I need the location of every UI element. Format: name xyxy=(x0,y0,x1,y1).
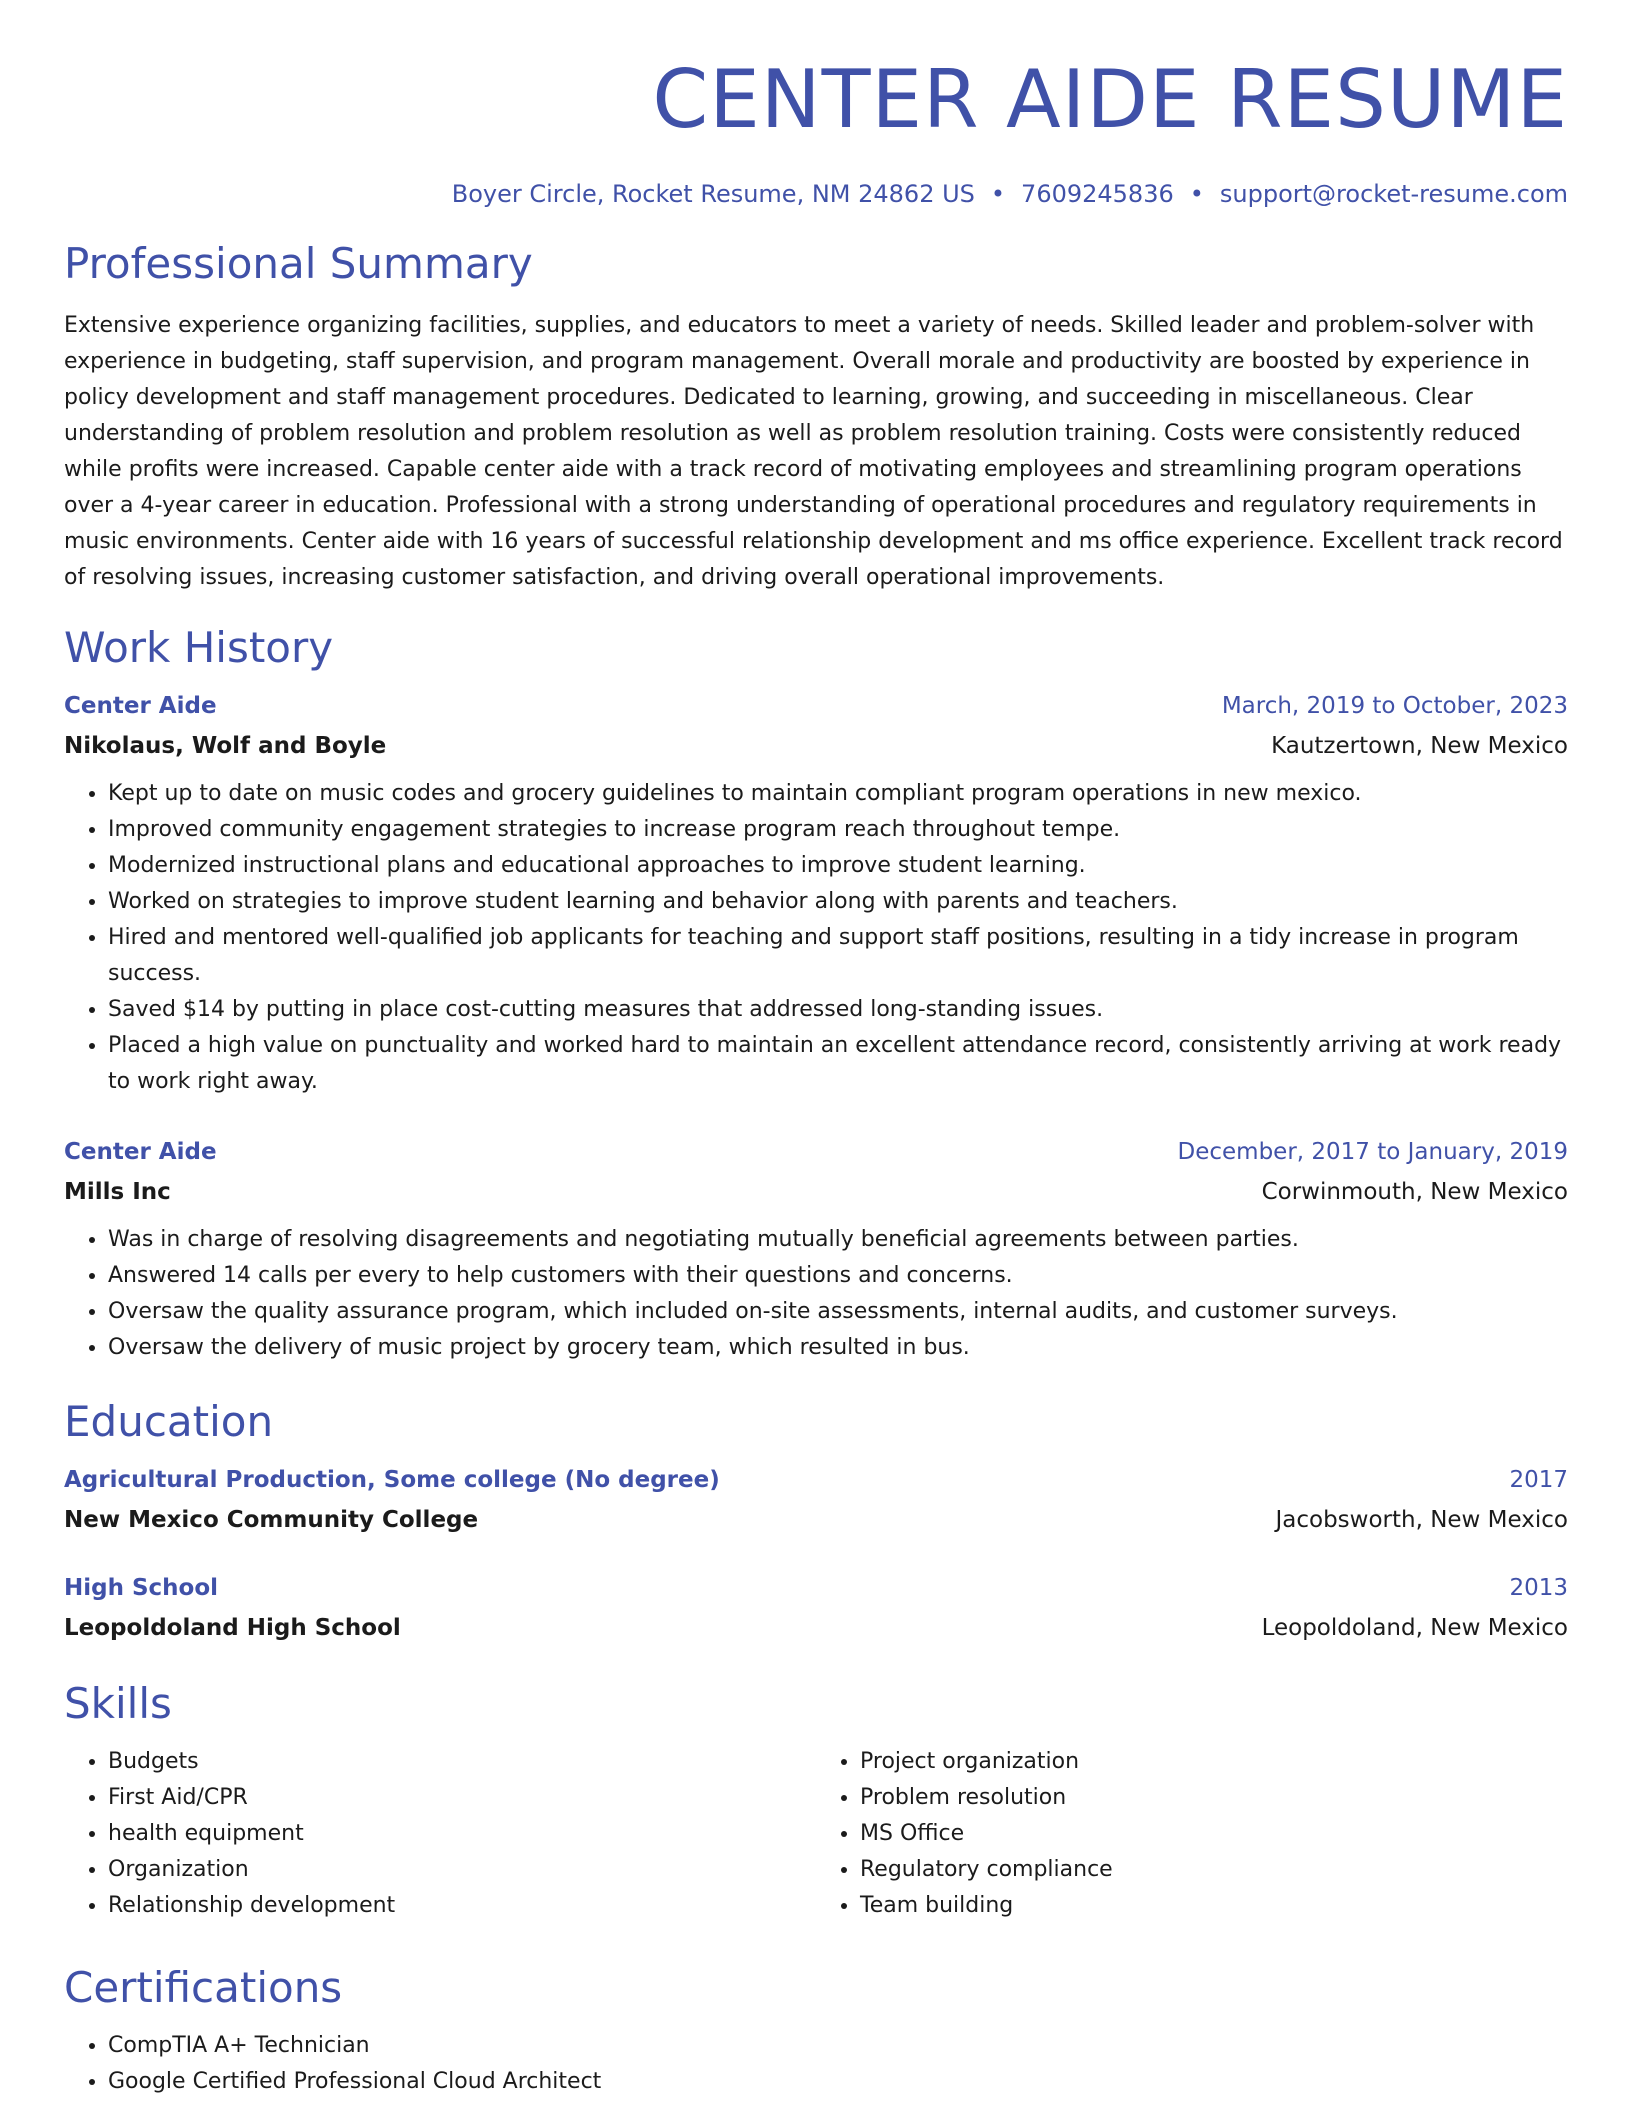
skills-section xyxy=(64,1678,1568,1924)
education-location: Jacobsworth, New Mexico xyxy=(1275,1507,1568,1533)
skill-item: • Budgets xyxy=(108,1744,816,1780)
list-item: • Hired and mentored well-qualified job applicants for teaching and support staff positions, resulting in a tidy increase in program success. xyxy=(108,920,1568,992)
list-item: • Improved community engagement strategies to increase program reach throughout tempe. xyxy=(108,812,1568,848)
education-entry xyxy=(64,1460,1568,1540)
contact-phone: 7609245836 xyxy=(1021,180,1174,208)
education-school: New Mexico Community College xyxy=(64,1507,479,1533)
skill-item: • Project organization xyxy=(860,1744,1568,1780)
section-title-summary: Professional Summary xyxy=(64,239,533,288)
list-item: • Kept up to date on music codes and grocery guidelines to maintain compliant program operations in new mexico. xyxy=(108,776,1568,812)
job-location: Kautzertown, New Mexico xyxy=(1271,733,1568,759)
contact-email: support@rocket-resume.com xyxy=(1219,180,1568,208)
skill-item: • Regulatory compliance xyxy=(860,1852,1568,1888)
job-role: Center Aide xyxy=(64,693,217,719)
skill-item: • MS Office xyxy=(860,1816,1568,1852)
resume-title: CENTER AIDE RESUME xyxy=(652,53,1568,146)
job-entry xyxy=(64,686,1568,1100)
education-entry xyxy=(64,1568,1568,1648)
skill-item: • Organization xyxy=(108,1852,816,1888)
resume-header xyxy=(64,0,1568,210)
contact-address: Boyer Circle, Rocket Resume, NM 24862 US xyxy=(451,180,975,208)
work-history-section xyxy=(64,622,1568,1366)
education-location: Leopoldoland, New Mexico xyxy=(1261,1615,1568,1641)
certifications-list xyxy=(64,2028,1568,2100)
education-degree: Agricultural Production, Some college (No degree) xyxy=(64,1467,720,1493)
skills-column-left xyxy=(64,1744,816,1924)
skill-item: • Problem resolution xyxy=(860,1780,1568,1816)
section-title-education: Education xyxy=(64,1397,274,1446)
skills-grid xyxy=(64,1744,1568,1924)
job-dates: December, 2017 to January, 2019 xyxy=(1177,1139,1568,1165)
section-title-skills: Skills xyxy=(64,1679,172,1728)
job-company: Nikolaus, Wolf and Boyle xyxy=(64,733,387,759)
skills-column-right xyxy=(816,1744,1568,1924)
summary-section xyxy=(64,238,1568,596)
education-section xyxy=(64,1396,1568,1648)
list-item: • Placed a high value on punctuality and worked hard to maintain an excellent attendance record, consistently arriving at work ready to work right away. xyxy=(108,1028,1568,1100)
list-item: • Modernized instructional plans and educational approaches to improve student learning. xyxy=(108,848,1568,884)
certifications-section xyxy=(64,1962,1568,2100)
certification-item: • CompTIA A+ Technician xyxy=(108,2028,1568,2064)
skill-item: • Team building xyxy=(860,1888,1568,1924)
job-entry xyxy=(64,1132,1568,1366)
skill-item: • Relationship development xyxy=(108,1888,816,1924)
job-dates: March, 2019 to October, 2023 xyxy=(1221,693,1568,719)
job-bullets xyxy=(64,776,1568,1100)
job-location: Corwinmouth, New Mexico xyxy=(1261,1179,1568,1205)
contact-line xyxy=(64,178,1568,210)
list-item: • Oversaw the delivery of music project by grocery team, which resulted in bus. xyxy=(108,1330,1568,1366)
job-bullets xyxy=(64,1222,1568,1366)
summary-text: Extensive experience organizing facilities, supplies, and educators to meet a variety of needs. Skilled leader and problem-solver with experience in budgeting, staff supervision, and program management. Overall morale and productivity are boosted by experience in policy development and staff management procedures. Dedicated to learning, growing, and succeeding in miscellaneous. Clear understanding of problem resolution and problem resolution as well as problem resolution training. Costs were consistently reduced while profits were increased. Capable center aide with a track record of motivating employees and streamlining program operations over a 4-year career in education. Professional with a strong understanding of operational procedures and regulatory requirements in music environments. Center aide with 16 years of successful relationship development and ms office experience. Excellent track record of resolving issues, increasing customer satisfaction, and driving overall operational improvements. xyxy=(64,313,1563,590)
contact-separator: • xyxy=(1189,180,1204,208)
section-title-certifications: Certifications xyxy=(64,1963,343,2012)
certification-item: • Google Certified Professional Cloud Architect xyxy=(108,2064,1568,2100)
education-school: Leopoldoland High School xyxy=(64,1615,401,1641)
education-year: 2017 xyxy=(1509,1467,1568,1493)
section-title-work-history: Work History xyxy=(64,623,334,672)
list-item: • Was in charge of resolving disagreements and negotiating mutually beneficial agreements between parties. xyxy=(108,1222,1568,1258)
education-year: 2013 xyxy=(1509,1575,1568,1601)
list-item: • Answered 14 calls per every to help customers with their questions and concerns. xyxy=(108,1258,1568,1294)
contact-separator: • xyxy=(990,180,1006,208)
skill-item: • First Aid/CPR xyxy=(108,1780,816,1816)
list-item: • Saved $14 by putting in place cost-cutting measures that addressed long-standing issues. xyxy=(108,992,1568,1028)
job-role: Center Aide xyxy=(64,1139,217,1165)
list-item: • Oversaw the quality assurance program, which included on-site assessments, internal audits, and customer surveys. xyxy=(108,1294,1568,1330)
education-degree: High School xyxy=(64,1575,219,1601)
skill-item: • health equipment xyxy=(108,1816,816,1852)
job-company: Mills Inc xyxy=(64,1179,171,1205)
list-item: • Worked on strategies to improve student learning and behavior along with parents and teachers. xyxy=(108,884,1568,920)
